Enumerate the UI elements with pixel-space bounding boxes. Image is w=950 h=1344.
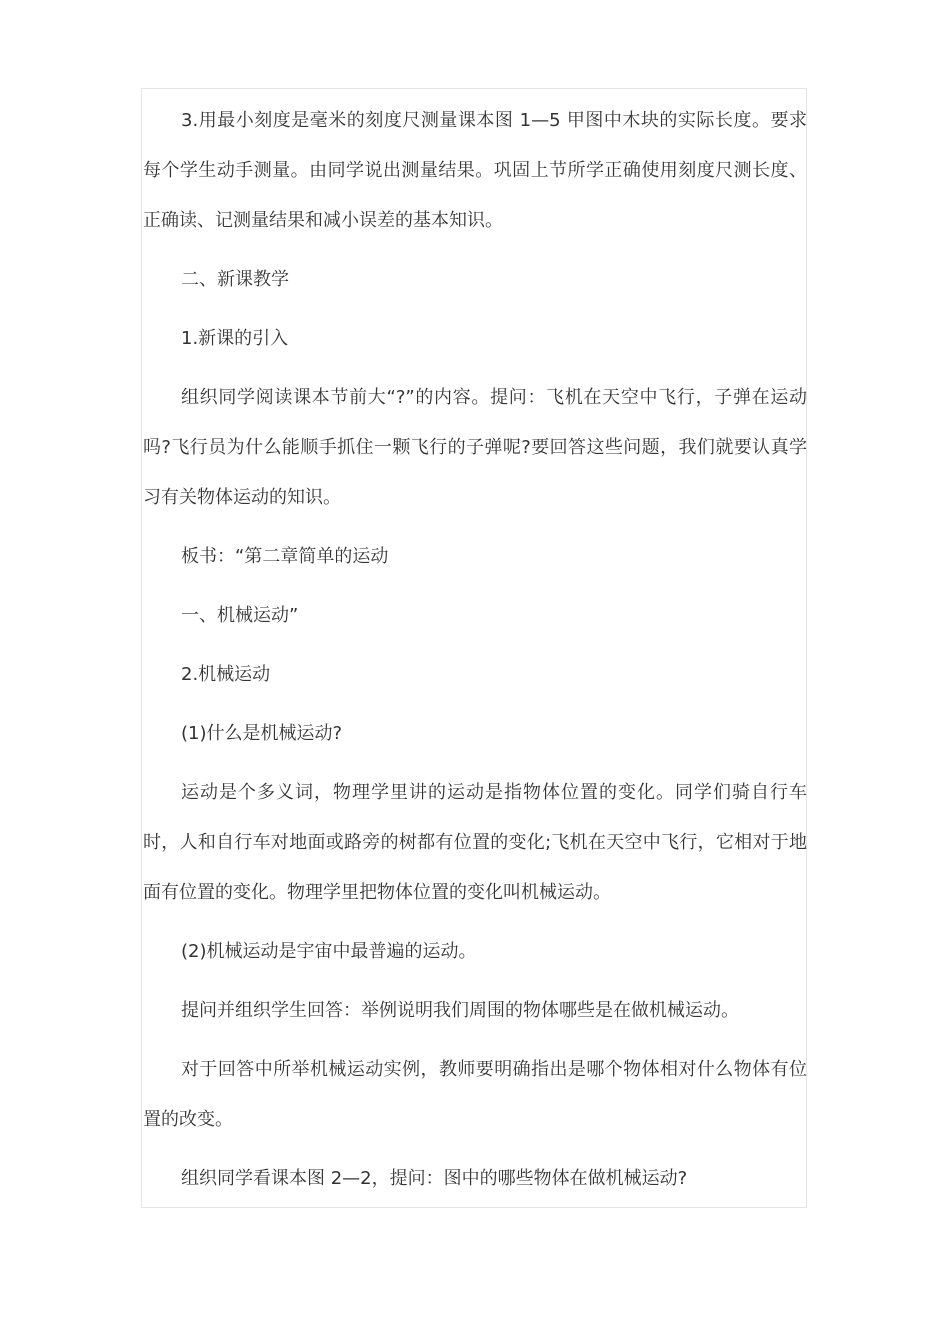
- heading-universal-motion: (2)机械运动是宇宙中最普遍的运动。: [181, 941, 477, 962]
- document-body: [143, 96, 807, 1213]
- paragraph-student-examples: 提问并组织学生回答：举例说明我们周围的物体哪些是在做机械运动。: [181, 1000, 739, 1021]
- heading-what-is-motion: (1)什么是机械运动?: [181, 723, 343, 744]
- paragraph-figure-question: 组织同学看课本图 2—2，提问：图中的哪些物体在做机械运动?: [181, 1168, 688, 1189]
- paragraph-blackboard-title: 板书：“第二章简单的运动: [181, 546, 389, 567]
- heading-new-lesson: 二、新课教学: [181, 269, 289, 290]
- heading-mechanical-motion: 2.机械运动: [181, 664, 271, 685]
- paragraph-measurement-task: 3.用最小刻度是毫米的刻度尺测量课本图 1—5 甲图中木块的实际长度。要求每个学生动手测量。由同学说出测量结果。巩固上节所学正确使用刻度尺测长度、正确读、记测量结果和减小误差的基本知识。: [143, 110, 807, 231]
- paragraph-blackboard-subtitle: 一、机械运动”: [181, 605, 299, 626]
- paragraph-teacher-note: 对于回答中所举机械运动实例，教师要明确指出是哪个物体相对什么物体有位置的改变。: [143, 1059, 807, 1130]
- paragraph-motion-definition: 运动是个多义词，物理学里讲的运动是指物体位置的变化。同学们骑自行车时，人和自行车对地面或路旁的树都有位置的变化;飞机在天空中飞行，它相对于地面有位置的变化。物理学里把物体位置的变化叫机械运动。: [143, 782, 807, 903]
- heading-lesson-intro: 1.新课的引入: [181, 328, 289, 349]
- paragraph-reading-question: 组织同学阅读课本节前大“?”的内容。提问：飞机在天空中飞行，子弹在运动吗?飞行员为什么能顺手抓住一颗飞行的子弹呢?要回答这些问题，我们就要认真学习有关物体运动的知识。: [143, 387, 807, 508]
